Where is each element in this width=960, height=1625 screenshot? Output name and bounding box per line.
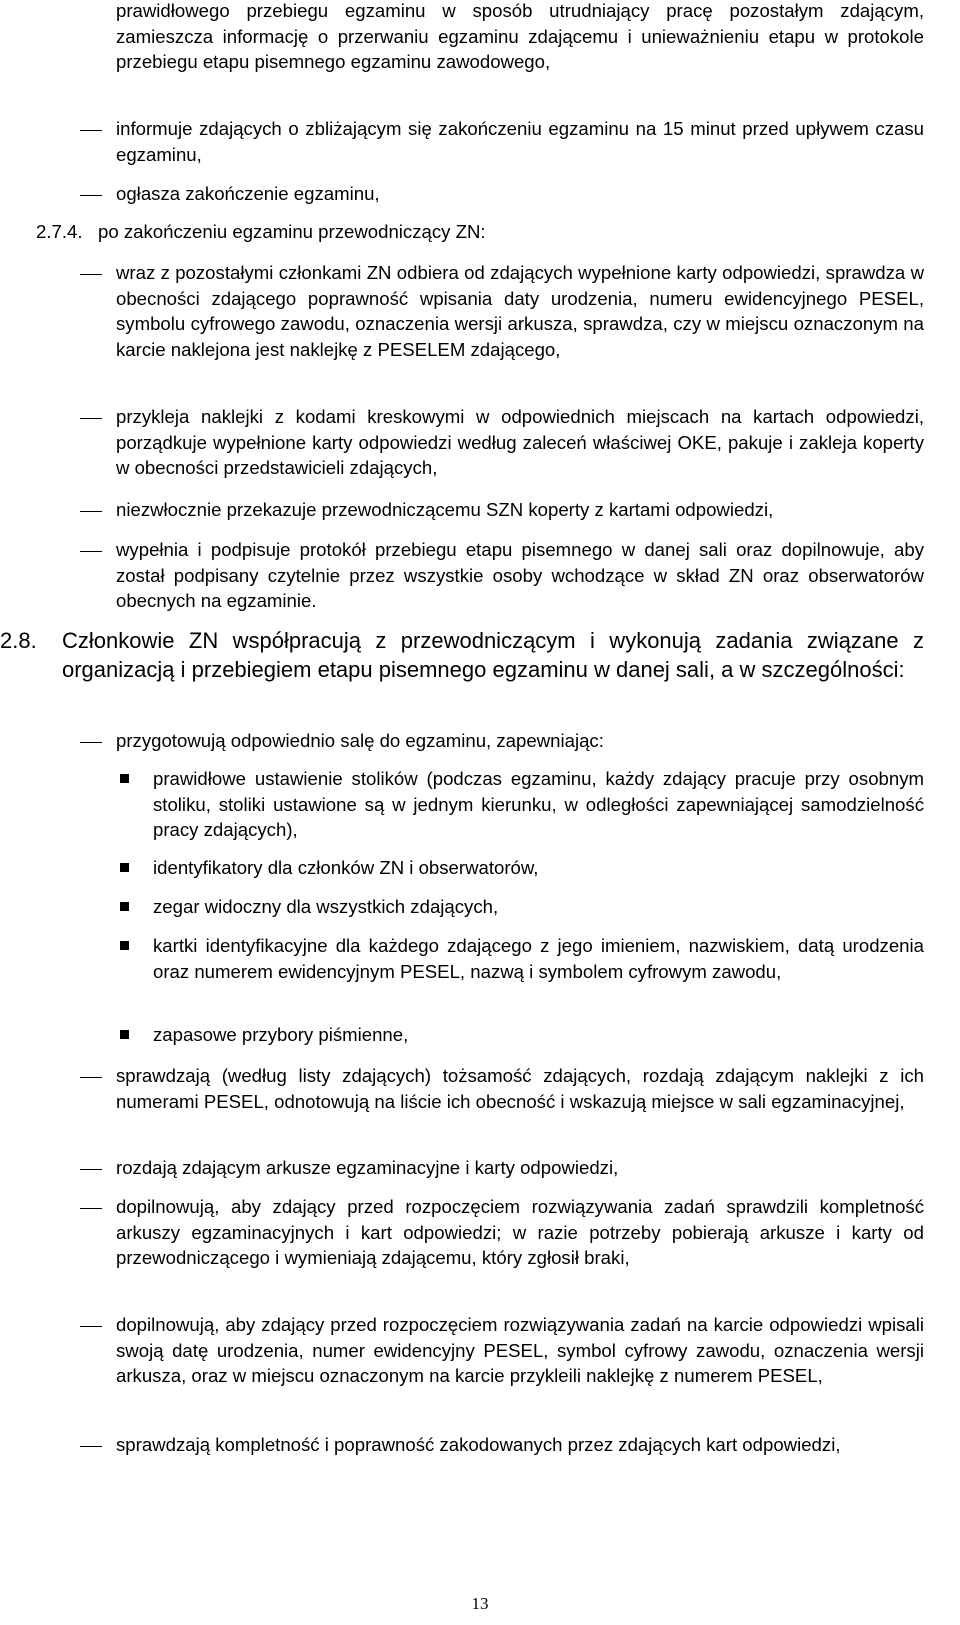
list-item: wypełnia i podpisuje protokół przebiegu etapu pisemnego w danej sali oraz dopilnowuje, aby został podpisany czytelnie przez wszystkie osoby wchodzące w skład ZN oraz obserwatorów obecnych na egzaminie. [116,539,924,612]
list-item: dopilnowują, aby zdający przed rozpoczęciem rozwiązywania zadań sprawdzili kompletność arkuszy egzaminacyjnych i kart odpowiedzi; w razie potrzeby pobierają arkusze i karty od przewodniczącego i wymieniają zdającemu, który zgłosił braki, [116,1196,924,1269]
dash-bullet [80,195,102,196]
list-item: dopilnowują, aby zdający przed rozpoczęciem rozwiązywania zadań na karcie odpowiedzi wpisali swoją datę urodzenia, numer ewidencyjny PESEL, symbol cyfrowy zawodu, oznaczenia wersji arkusza, oraz w miejscu oznaczonym na karcie przykleili naklejkę z numerem PESEL, [116,1314,924,1387]
list-item: przykleja naklejki z kodami kreskowymi w odpowiednich miejscach na kartach odpowiedzi, porządkuje wypełnione karty odpowiedzi według zaleceń właściwej OKE, pakuje i zakleja koperty w obecności przedstawicieli zdających, [116,406,924,479]
dash-bullet [80,742,102,743]
dash-bullet [80,274,102,275]
dash-bullet [80,418,102,419]
sub-list-item: identyfikatory dla członków ZN i obserwatorów, [153,857,539,878]
sub-list-item: prawidłowe ustawienie stolików (podczas egzaminu, każdy zdający pracuje przy osobnym stoliku, stoliki ustawione są w jednym kierunku, w odległości zapewniającej samodzielność pracy zdających), [153,768,924,841]
sub-list-item: zapasowe przybory piśmienne, [153,1024,409,1045]
square-bullet [120,863,129,872]
list-item: rozdają zdającym arkusze egzaminacyjne i karty odpowiedzi, [116,1157,619,1178]
list-item: sprawdzają kompletność i poprawność zakodowanych przez zdających kart odpowiedzi, [116,1434,841,1455]
continuation-paragraph: prawidłowego przebiegu egzaminu w sposób utrudniający pracę pozostałym zdającym, zamieszcza informację o przerwaniu egzaminu zdającemu i unieważnieniu etapu w protokole przebiegu etapu pisemnego egzaminu zawodowego, [116,0,924,73]
dash-bullet [80,1326,102,1327]
dash-bullet [80,511,102,512]
list-item: wraz z pozostałymi członkami ZN odbiera od zdających wypełnione karty odpowiedzi, sprawdza w obecności zdającego poprawność wpisania daty urodzenia, numeru ewidencyjnego PESEL, symbolu cyfrowego zawodu, oznaczenia wersji arkusza, sprawdza, czy w miejscu oznaczonym na karcie naklejona jest naklejkę z PESELEM zdającego, [116,262,924,360]
list-item: przygotowują odpowiednio salę do egzaminu, zapewniając: [116,730,604,751]
sub-list-item: zegar widoczny dla wszystkich zdających, [153,896,499,917]
sub-list-item: kartki identyfikacyjne dla każdego zdającego z jego imieniem, nazwiskiem, datą urodzenia oraz numerem ewidencyjnym PESEL, nazwą i symbolem cyfrowym zawodu, [153,935,924,982]
section-number: 2.7.4. [36,221,83,242]
dash-bullet [80,1208,102,1209]
square-bullet [120,941,129,950]
dash-bullet [80,1169,102,1170]
square-bullet [120,774,129,783]
dash-bullet [80,1077,102,1078]
page-number: 13 [471,1594,489,1613]
section-paragraph: Członkowie ZN współpracują z przewodniczącym i wykonują zadania związane z organizacją i przebiegiem etapu pisemnego egzaminu w danej sali, a w szczególności: [62,628,924,682]
square-bullet [120,1030,129,1039]
section-heading: po zakończeniu egzaminu przewodniczący ZN: [98,221,486,242]
square-bullet [120,902,129,911]
dash-bullet [80,1446,102,1447]
dash-bullet [80,130,102,131]
list-item: niezwłocznie przekazuje przewodniczącemu SZN koperty z kartami odpowiedzi, [116,499,774,520]
list-item: ogłasza zakończenie egzaminu, [116,183,380,204]
list-item: sprawdzają (według listy zdających) tożsamość zdających, rozdają zdającym naklejki z ich numerami PESEL, odnotowują na liście ich obecność i wskazują miejsce w sali egzaminacyjnej, [116,1065,924,1112]
dash-bullet [80,551,102,552]
section-number: 2.8. [0,628,37,653]
list-item: informuje zdających o zbliżającym się zakończeniu egzaminu na 15 minut przed upływem czasu egzaminu, [116,118,924,165]
